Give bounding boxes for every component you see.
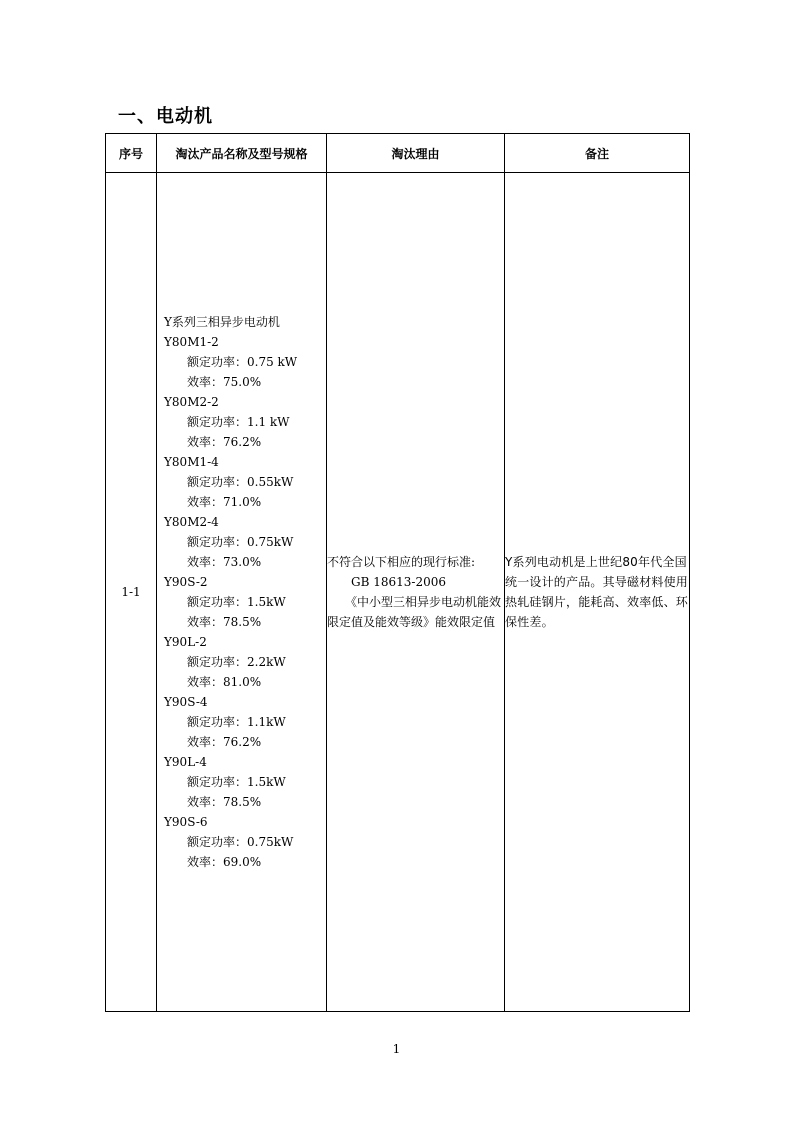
- reason-line: 限定值及能效等级》能效限定值: [327, 615, 496, 629]
- note-line: 统一设计的产品。其导磁材料使用: [505, 575, 689, 589]
- spec-detail-line: 效率：81.0%: [187, 675, 262, 689]
- cell-reason: [327, 173, 505, 1012]
- note-line: 热轧硅钢片，能耗高、效率低、环: [505, 595, 689, 609]
- reason-line: 不符合以下相应的现行标准:: [327, 555, 476, 569]
- header-seq: 序号: [106, 134, 157, 173]
- spec-model-line: Y80M1-2: [164, 335, 219, 349]
- spec-detail-line: 效率：75.0%: [187, 375, 262, 389]
- header-product-spec: 淘汰产品名称及型号规格: [157, 134, 327, 173]
- note-line: Y系列电动机是上世纪80年代全国: [505, 555, 687, 569]
- spec-detail-line: 效率：76.2%: [187, 735, 262, 749]
- spec-detail-line: 额定功率：1.1kW: [187, 715, 286, 729]
- cell-note: [505, 173, 690, 1012]
- spec-detail-line: 效率：76.2%: [187, 435, 262, 449]
- spec-list: [157, 312, 326, 872]
- page-number: 1: [392, 1042, 401, 1056]
- spec-detail-line: 效率：78.5%: [187, 615, 262, 629]
- header-note: 备注: [505, 134, 690, 173]
- header-reason: 淘汰理由: [327, 134, 505, 173]
- reason-line: 《中小型三相异步电动机能效: [345, 595, 502, 609]
- spec-detail-line: 效率：73.0%: [187, 555, 262, 569]
- spec-detail-line: 额定功率：1.5kW: [187, 775, 286, 789]
- spec-detail-line: 额定功率：0.75kW: [187, 535, 294, 549]
- spec-model-line: Y80M1-4: [164, 455, 219, 469]
- spec-detail-line: 效率：78.5%: [187, 795, 262, 809]
- spec-detail-line: 额定功率：0.55kW: [187, 475, 294, 489]
- spec-model-line: Y系列三相异步电动机: [164, 315, 280, 329]
- spec-model-line: Y90L-2: [164, 635, 207, 649]
- spec-model-line: Y80M2-2: [164, 395, 219, 409]
- spec-model-line: Y80M2-4: [164, 515, 219, 529]
- table-header-row: [106, 134, 690, 173]
- table-row: [106, 173, 690, 1012]
- spec-detail-line: 额定功率：0.75kW: [187, 835, 294, 849]
- spec-detail-line: 额定功率：0.75 kW: [187, 355, 298, 369]
- reason-line: GB 18613-2006: [351, 575, 446, 589]
- spec-detail-line: 效率：69.0%: [187, 855, 262, 869]
- spec-detail-line: 额定功率：1.5kW: [187, 595, 286, 609]
- spec-model-line: Y90L-4: [164, 755, 207, 769]
- spec-detail-line: 额定功率：1.1 kW: [187, 415, 290, 429]
- cell-product-spec: [157, 173, 327, 1012]
- spec-detail-line: 额定功率：2.2kW: [187, 655, 286, 669]
- section-title: 一、电动机: [118, 106, 213, 127]
- spec-model-line: Y90S-4: [164, 695, 208, 709]
- spec-detail-line: 效率：71.0%: [187, 495, 262, 509]
- cell-seq: 1-1: [106, 173, 157, 1012]
- note-line: 保性差。: [505, 615, 554, 629]
- obsolete-products-table: [105, 133, 690, 1012]
- spec-model-line: Y90S-6: [164, 815, 208, 829]
- spec-model-line: Y90S-2: [164, 575, 208, 589]
